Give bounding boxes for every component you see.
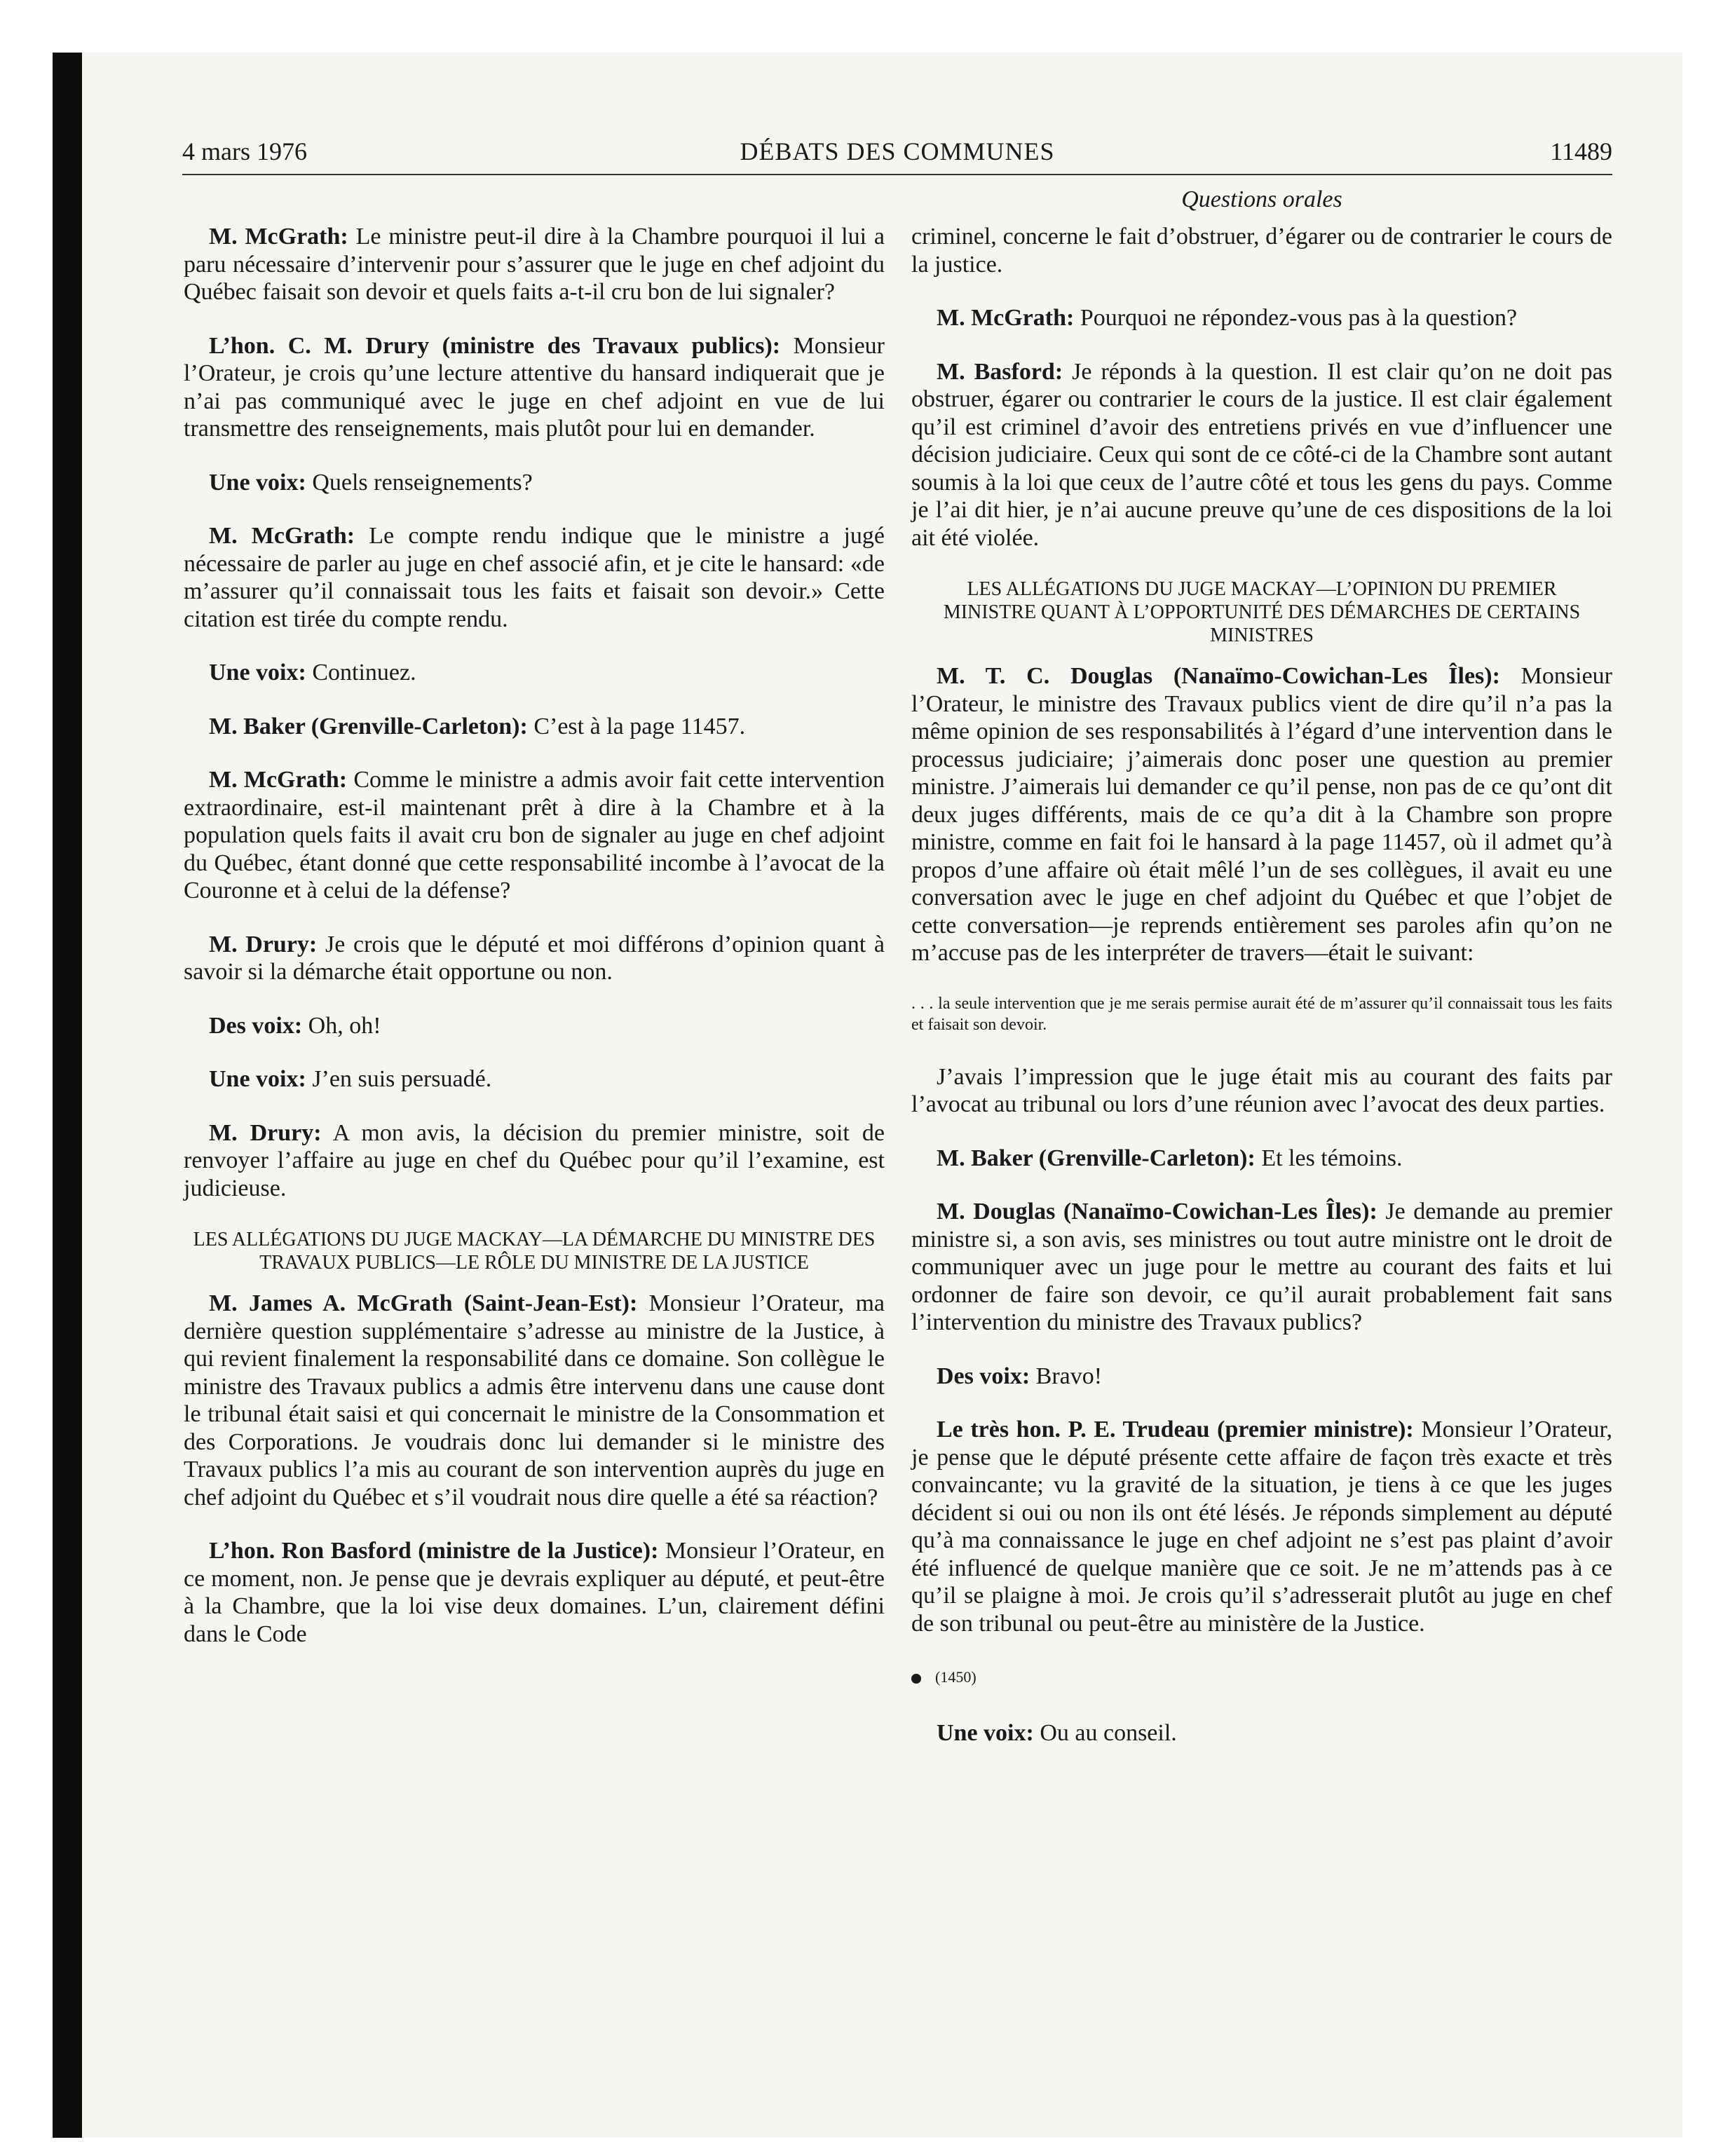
speaker-name: Une voix: <box>209 469 306 496</box>
speaker-name: M. Douglas (Nanaïmo-Cowichan-Les Îles): <box>937 1199 1377 1224</box>
speech-text: Comme le ministre a admis avoir fait cette intervention extraordinaire, est-il maintenant prêt à dire à la Chambre et à la population quels faits il avait cru bon de signaler au juge en chef adjoint du Québec, étant donné que cette responsabilité incombe à l’avocat de la Couronne et à celui de la défense? <box>184 767 885 903</box>
speech-text: Monsieur l’Orateur, je pense que le député présente cette affaire de façon très exacte et très convaincante; vu la gravité de la situation, je tiens à ce que les juges décident si oui ou non ils ont été lésés. Je réponds simplement au député qu’à ma connaissance le juge en chef adjoint ne s’est pas plaint d’avoir été influencé de quelque manière que ce soit. Je ne m’attends pas à ce qu’il se plaigne à moi. Je crois qu’il s’adresserait plutôt au juge en chef de son tribunal ou peut-être au ministère de la Justice. <box>911 1417 1613 1637</box>
speech-paragraph <box>184 931 885 986</box>
speaker-name: M. Drury: <box>209 1119 322 1146</box>
speech-text: Ou au conseil. <box>1033 1719 1177 1746</box>
speech-paragraph <box>911 662 1612 967</box>
speech-paragraph <box>184 1537 885 1648</box>
speech-text: Je demande au premier ministre si, a son avis, ses ministres ou tout autre ministre ont le droit de communiquer avec un juge pour le mettre au courant des faits et lui ordonner de faire son devoir, ce qu’il aurait probablement fait sans l’intervention du ministre des Travaux publics? <box>911 1199 1612 1335</box>
speaker-name: Une voix: <box>937 1719 1034 1746</box>
speech-text: Et les témoins. <box>1255 1145 1403 1171</box>
speech-paragraph <box>911 1363 1612 1391</box>
speech-paragraph <box>184 659 885 687</box>
right-column <box>911 182 1612 1773</box>
speech-text: Monsieur l’Orateur, je crois qu’une lecture attentive du hansard indiquerait que je n’ai pas communiqué avec le juge en chef adjoint en vue de lui transmettre des renseignements, mais plutôt pour lui en demander. <box>184 332 885 442</box>
speaker-name: M. McGrath: <box>209 224 348 250</box>
speech-paragraph <box>184 223 885 306</box>
speech-text: J’avais l’impression que le juge était mis au courant des faits par l’avocat au tribunal ou lors d’une réunion avec l’avocat des deux parties. <box>911 1063 1612 1117</box>
speech-text: Le compte rendu indique que le ministre a jugé nécessaire de parler au juge en chef associé afin, et je cite le hansard: «de m’assurer qu’il connaissait tous les faits et faisait son devoir.» Cette citation est tirée du compte rendu. <box>184 523 885 632</box>
left-column <box>184 223 885 1674</box>
speech-text: Je crois que le député et moi différons d’opinion quant à savoir si la démarche était opportune ou non. <box>184 931 885 985</box>
speech-paragraph <box>911 1416 1612 1637</box>
continued-paragraph: criminel, concerne le fait d’obstruer, d’égarer ou de contrarier le cours de la justice. <box>911 224 1612 278</box>
speech-text: Je réponds à la question. Il est clair qu’on ne doit pas obstruer, égarer ou contrarier le cours de la justice. Il est clair également qu’il est criminel d’avoir des entretiens privés en vue d’influencer une décision judiciaire. Ceux qui sont de ce côté-ci de la Chambre sont autant soumis à la loi que ceux de l’autre côté et tous les gens du pays. Comme je l’ai dit hier, je n’ai aucune preuve qu’une de ces dispositions de la loi ait été violée. <box>911 358 1612 551</box>
speech-text: Le ministre peut-il dire à la Chambre pourquoi il lui a paru nécessaire d’intervenir pour s’assurer que le juge en chef adjoint du Québec faisait son devoir et quels faits a-t-il cru bon de lui signaler? <box>184 224 885 305</box>
speech-paragraph <box>911 304 1612 332</box>
speaker-name: M. Basford: <box>937 358 1063 385</box>
speaker-name: Des voix: <box>209 1012 303 1039</box>
header-page-number: 11489 <box>1550 137 1612 165</box>
speech-text: Monsieur l’Orateur, le ministre des Travaux publics vient de dire qu’il n’a pas la même opinion de ses responsabilités à l’égard d’une intervention dans le processus judiciaire; j’aimerais donc poser une question au premier ministre. J’aimerais lui demander ce qu’il pense, non pas de ce qu’ont dit deux juges différents, mais de ce qu’a dit à la Chambre son propre ministre, comme en fait foi le hansard à la page 11457, où il admet qu’à propos d’une affaire où était mêlé l’un de ses collègues, il avait eu une conversation avec le juge en chef adjoint du Québec et que l’objet de cette conversation—je reprends entièrement ses paroles afin qu’on ne m’accuse pas de les interpréter de travers—était le suivant: <box>911 663 1612 966</box>
left-column-paragraphs <box>184 223 885 1202</box>
speaker-name: M. McGrath: <box>209 767 348 793</box>
speaker-name: L’hon. Ron Basford (ministre de la Justice): <box>209 1538 659 1564</box>
speech-text: Oh, oh! <box>302 1012 381 1039</box>
speech-text: Continuez. <box>306 660 416 685</box>
speech-paragraph <box>184 766 885 905</box>
speaker-name: M. James A. McGrath (Saint-Jean-Est): <box>209 1290 638 1316</box>
right-column-paragraphs-after-heading <box>911 662 1612 967</box>
right-column-paragraphs-end <box>911 1719 1612 1747</box>
speaker-name: L’hon. C. M. Drury (ministre des Travaux publics): <box>209 332 781 359</box>
header-date: 4 mars 1976 <box>182 137 307 165</box>
page-header <box>182 132 1612 175</box>
speech-text: Monsieur l’Orateur, ma dernière question supplémentaire s’adresse au ministre de la Justice, à qui revient finalement la responsabilité dans ce domaine. Son collègue le ministre des Travaux publics a admis être intervenu dans une cause dont le tribunal était saisi et qui concernait le ministre de la Consommation et des Corporations. Je voudrais donc lui demander si le ministre des Travaux publics l’a mis au courant de son intervention auprès du juge en chef adjoint du Québec et s’il voudrait nous dire quelle a été sa réaction? <box>184 1290 885 1510</box>
speaker-name: Des voix: <box>937 1363 1030 1389</box>
speaker-name: Une voix: <box>209 1066 306 1092</box>
left-column-paragraphs-after-heading <box>184 1290 885 1648</box>
speech-paragraph <box>911 358 1612 552</box>
left-section-heading: LES ALLÉGATIONS DU JUGE MACKAY—LA DÉMARCHE DU MINISTRE DES TRAVAUX PUBLICS—LE RÔLE DU MINISTRE DE LA JUSTICE <box>193 1229 876 1274</box>
running-head: Questions orales <box>1181 186 1342 212</box>
right-section-heading: LES ALLÉGATIONS DU JUGE MACKAY—L’OPINION DU PREMIER MINISTRE QUANT À L’OPPORTUNITÉ DES DÉMARCHES DE CERTAINS MINISTRES <box>943 578 1581 646</box>
header-publication: DÉBATS DES COMMUNES <box>740 137 1055 165</box>
speech-paragraph <box>184 1065 885 1093</box>
speaker-name: M. T. C. Douglas (Nanaïmo-Cowichan-Les Îles): <box>937 663 1500 689</box>
speech-paragraph <box>911 1145 1612 1173</box>
speech-text: Monsieur l’Orateur, en ce moment, non. Je pense que je devrais expliquer au député, et peut-être à la Chambre, que la loi vise deux domaines. L’un, clairement défini dans le Code <box>184 1538 885 1647</box>
right-column-paragraphs <box>911 304 1612 552</box>
speech-paragraph <box>911 1719 1612 1747</box>
block-quote: . . . la seule intervention que je me serais permise aurait été de m’assurer qu’il connaissait tous les faits et faisait son devoir. <box>911 994 1612 1034</box>
speech-paragraph <box>184 1012 885 1040</box>
speech-text: C’est à la page 11457. <box>527 713 746 739</box>
bullet-icon <box>911 1674 921 1684</box>
speech-paragraph <box>184 522 885 633</box>
time-marker <box>911 1663 1612 1691</box>
right-column-paragraphs-after-quote <box>911 1063 1612 1638</box>
speaker-name: M. Drury: <box>209 931 318 957</box>
speech-text: Quels renseignements? <box>306 469 533 496</box>
speaker-name: M. Baker (Grenville-Carleton): <box>209 713 528 739</box>
speaker-name: M. McGrath: <box>209 523 355 549</box>
scan-binding-edge <box>53 53 82 2138</box>
speech-paragraph <box>184 1290 885 1511</box>
speaker-name: Une voix: <box>209 660 306 685</box>
speech-text: Bravo! <box>1030 1363 1103 1389</box>
speech-text: A mon avis, la décision du premier ministre, soit de renvoyer l’affaire au juge en chef du Québec pour qu’il l’examine, est judicieuse. <box>184 1119 885 1201</box>
speech-paragraph <box>911 1063 1612 1119</box>
speech-paragraph <box>184 332 885 443</box>
speech-paragraph <box>184 713 885 741</box>
speech-paragraph <box>911 1198 1612 1337</box>
speech-paragraph <box>184 469 885 497</box>
speech-text: J’en suis persuadé. <box>306 1066 492 1092</box>
time-marker-label: (1450) <box>935 1668 977 1686</box>
speaker-name: M. McGrath: <box>937 305 1075 331</box>
speech-text: Pourquoi ne répondez-vous pas à la question? <box>1074 305 1518 331</box>
speech-paragraph <box>184 1119 885 1203</box>
speaker-name: Le très hon. P. E. Trudeau (premier ministre): <box>937 1417 1414 1442</box>
speaker-name: M. Baker (Grenville-Carleton): <box>937 1145 1256 1171</box>
